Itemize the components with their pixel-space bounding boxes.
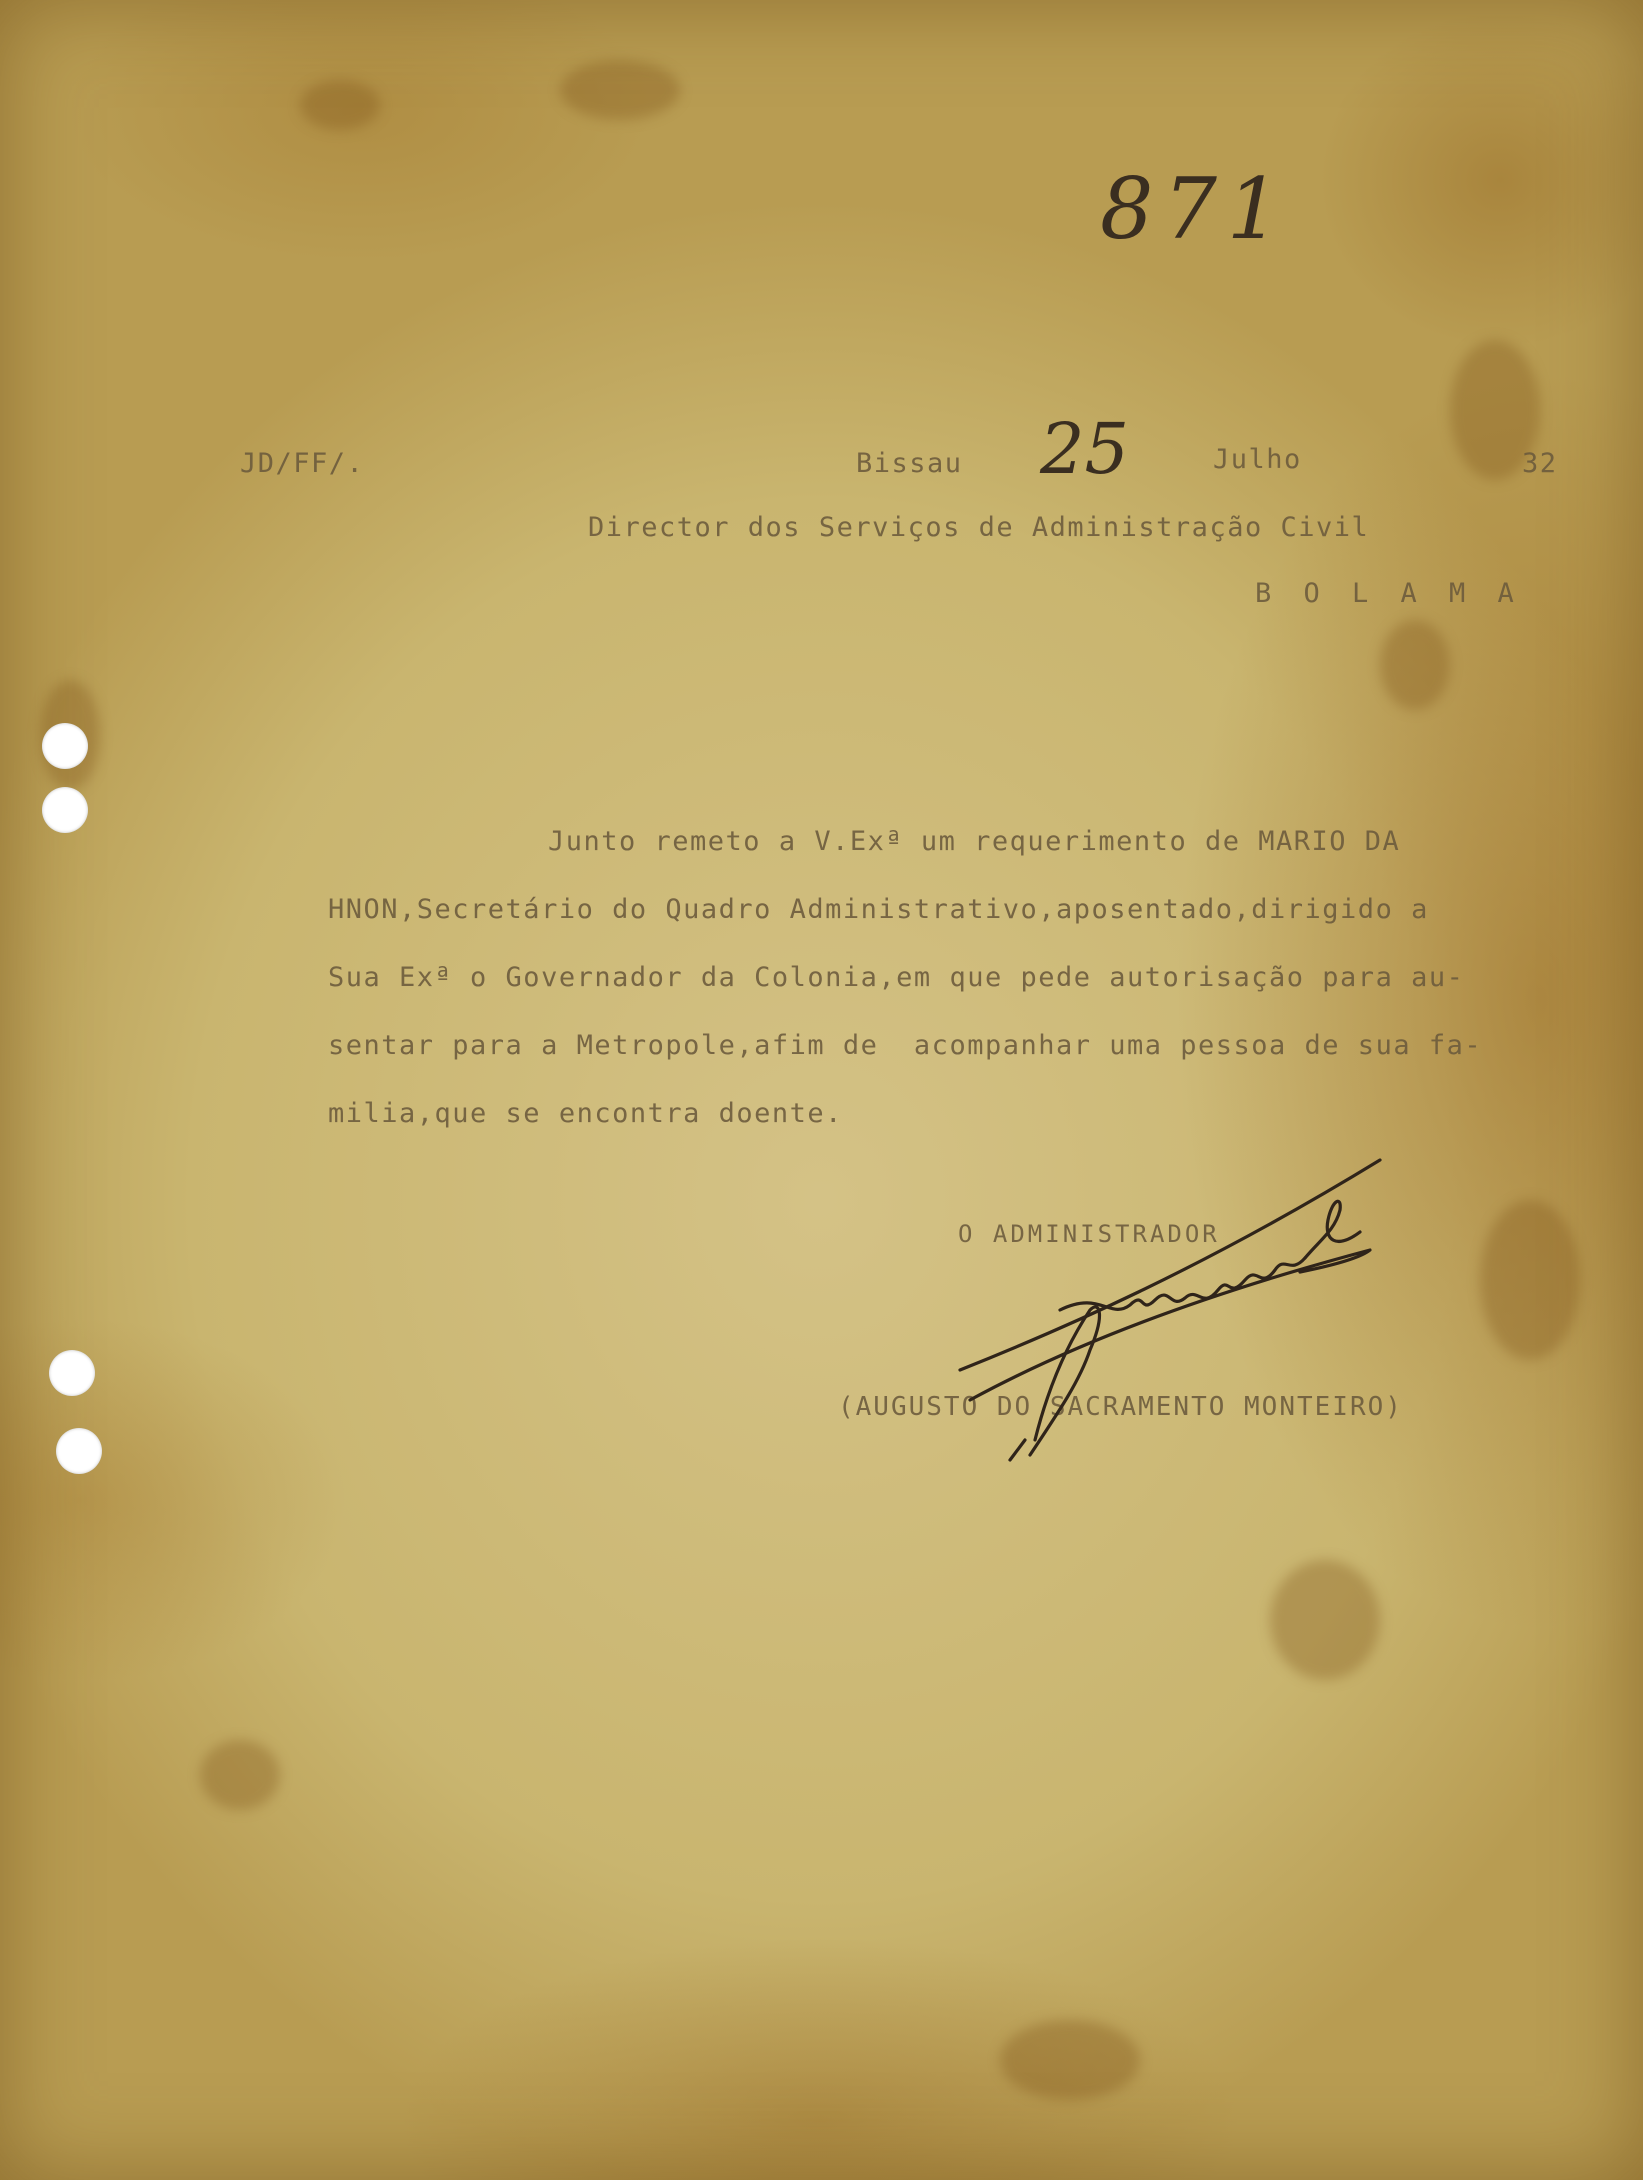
- addressee-title: Director dos Serviços de Administração Civil: [588, 512, 1370, 543]
- body-line: HNON,Secretário do Quadro Administrativo,aposentado,dirigido a: [328, 894, 1429, 925]
- stain: [1270, 1560, 1380, 1680]
- stain: [200, 1740, 280, 1810]
- signatory-title: O ADMINISTRADOR: [958, 1220, 1220, 1248]
- stain: [1480, 1200, 1580, 1360]
- signatory-name: (AUGUSTO DO SACRAMENTO MONTEIRO): [838, 1392, 1403, 1422]
- folio-number: 871: [1100, 160, 1291, 258]
- addressee-city: B O L A M A: [1255, 578, 1522, 609]
- stain: [560, 60, 680, 120]
- stain: [1380, 620, 1450, 710]
- punch-hole: [42, 723, 88, 769]
- letter-body: [328, 808, 1638, 1148]
- place-name: Bissau: [856, 448, 963, 479]
- punch-hole: [42, 787, 88, 833]
- body-line: Junto remeto a V.Exª um requerimento de MARIO DA: [548, 826, 1401, 857]
- punch-hole: [56, 1428, 102, 1474]
- date-day: 25: [1040, 408, 1130, 490]
- date-year: 32: [1522, 448, 1558, 479]
- body-line: milia,que se encontra doente.: [328, 1098, 843, 1129]
- body-line: sentar para a Metropole,afim de acompanhar uma pessoa de sua fa-: [328, 1030, 1483, 1061]
- reference-code: JD/FF/.: [240, 448, 365, 479]
- stain: [1000, 2020, 1140, 2100]
- date-month: Julho: [1213, 444, 1302, 475]
- body-line: Sua Exª o Governador da Colonia,em que pede autorisação para au-: [328, 962, 1465, 993]
- punch-hole: [49, 1350, 95, 1396]
- handwritten-signature: [940, 1140, 1400, 1470]
- stain: [300, 80, 380, 130]
